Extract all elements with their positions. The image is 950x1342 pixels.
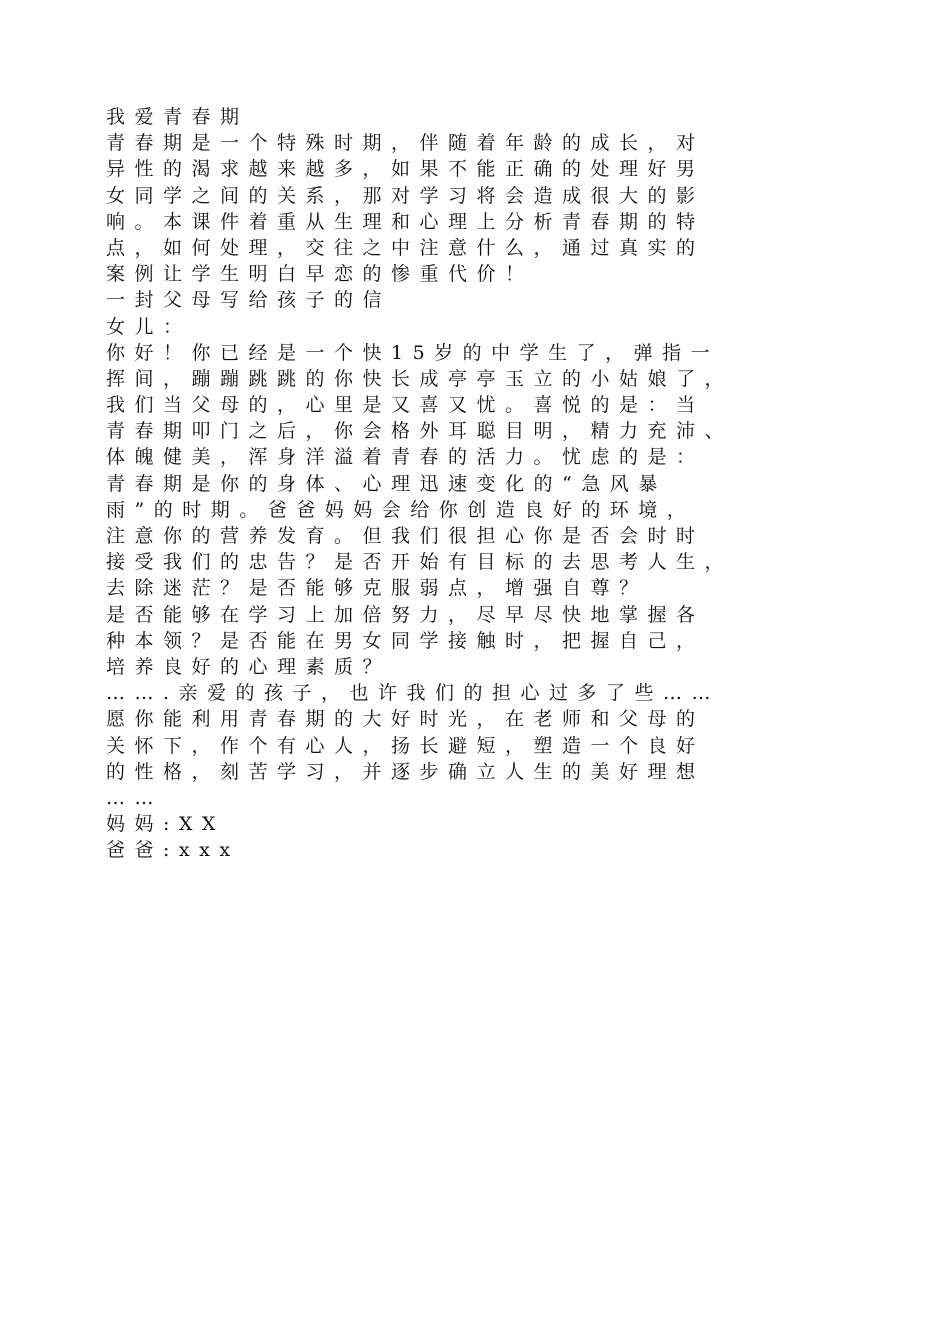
letter-line: 关怀下，作个有心人，扬长避短，塑造一个良好 [106, 734, 705, 757]
document-title: 我爱青春期 [106, 106, 249, 128]
intro-line: 青春期是一个特殊时期，伴随着年龄的成长，对 [106, 132, 705, 155]
intro-line: 女同学之间的关系，那对学习将会造成很大的影 [106, 184, 705, 207]
letter-line: 青春期是你的身体、心理迅速变化的“急风暴 [106, 472, 667, 495]
letter-line: 接受我们的忠告？是否开始有目标的去思考人生， [106, 551, 734, 574]
letter-line: 注意你的营养发育。但我们很担心你是否会时时 [106, 525, 705, 547]
document-body [106, 104, 866, 863]
letter-line: 种本领？是否能在男女同学接触时，把握自己， [106, 629, 705, 652]
signature-father: 爸爸:xxx [106, 839, 240, 862]
letter-heading: 一封父母写给孩子的信 [106, 289, 392, 312]
letter-line: 愿你能利用青春期的大好时光，在老师和父母的 [106, 708, 705, 731]
letter-line: 我们当父母的，心里是又喜又忧。喜悦的是：当 [106, 394, 705, 417]
letter-line: 的性格，刻苦学习，并逐步确立人生的美好理想 [106, 760, 705, 783]
letter-line: 挥间，蹦蹦跳跳的你快长成亭亭玉立的小姑娘了， [106, 367, 734, 390]
letter-line: …….亲爱的孩子，也许我们的担心过多了些…… [106, 682, 721, 705]
intro-line: 异性的渴求越来越多，如果不能正确的处理好男 [106, 158, 705, 181]
letter-line: 青春期叩门之后，你会格外耳聪目明，精力充沛、 [106, 420, 734, 443]
letter-line: …… [106, 786, 163, 809]
intro-line: 案例让学生明白早恋的惨重代价！ [106, 263, 534, 286]
letter-line: 你好！你已经是一个快15岁的中学生了，弹指一 [106, 341, 720, 364]
intro-line: 点，如何处理，交往之中注意什么，通过真实的 [106, 236, 705, 259]
letter-line: 是否能够在学习上加倍努力，尽早尽快地掌握各 [106, 603, 705, 626]
letter-line: 雨”的时期。爸爸妈妈会给你创造良好的环境， [106, 498, 696, 521]
intro-line: 响。本课件着重从生理和心理上分析青春期的特 [106, 210, 705, 233]
letter-line: 体魄健美，浑身洋溢着青春的活力。忧虑的是： [106, 446, 705, 469]
letter-line: 培养良好的心理素质？ [106, 655, 392, 678]
letter-salutation: 女儿： [106, 315, 192, 338]
signature-mother: 妈妈:XX [106, 813, 225, 836]
letter-line: 去除迷茫？是否能够克服弱点，增强自尊？ [106, 577, 648, 600]
